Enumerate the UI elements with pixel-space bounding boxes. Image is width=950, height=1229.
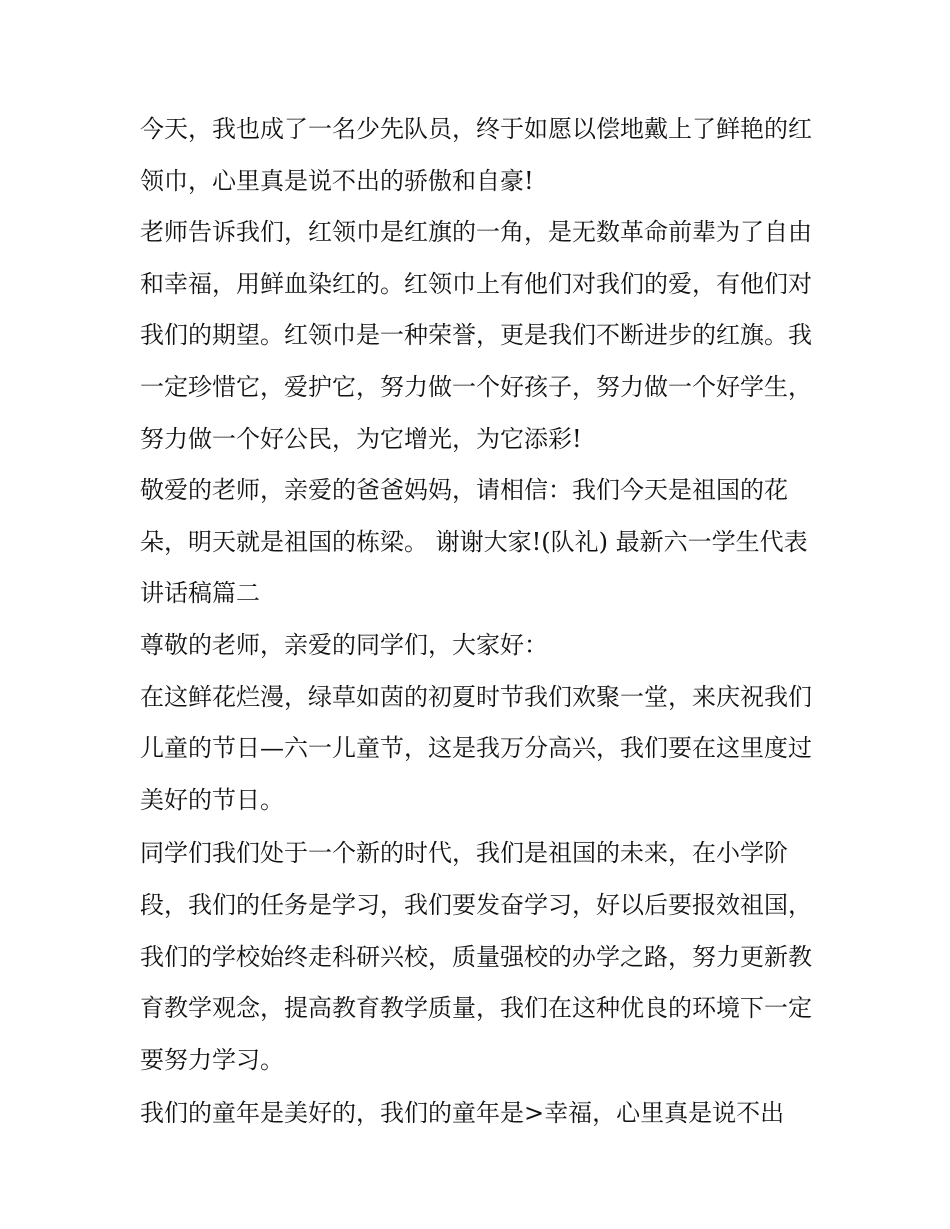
document-page xyxy=(140,104,812,1140)
paragraph-7: 我们的童年是美好的，我们的童年是>幸福，心里真是说不出 xyxy=(140,1099,785,1128)
paragraph-3: 敬爱的老师，亲爱的爸爸妈妈，请相信：我们今天是祖国的花朵，明天就是祖国的栋梁。 谢谢大家!(队礼) 最新六一学生代表讲话稿篇二 xyxy=(140,476,808,608)
paragraph-1: 今天，我也成了一名少先队员，终于如愿以偿地戴上了鲜艳的红领巾，心里真是说不出的骄傲和自豪! xyxy=(140,115,812,195)
paragraph-4: 尊敬的老师，亲爱的同学们，大家好： xyxy=(140,630,548,659)
paragraph-2: 老师告诉我们，红领巾是红旗的一角，是无数革命前辈为了自由和幸福，用鲜血染红的。红领巾上有他们对我们的爱，有他们对我们的期望。红领巾是一种荣誉，更是我们不断进步的红旗。我一定珍惜它，爱护它，努力做一个好孩子，努力做一个好学生，努力做一个好公民，为它增光，为它添彩! xyxy=(140,218,812,453)
paragraph-5: 在这鲜花烂漫，绿草如茵的初夏时节我们欢聚一堂，来庆祝我们儿童的节日—六一儿童节，这是我万分高兴，我们要在这里度过美好的节日。 xyxy=(140,682,812,814)
paragraph-6: 同学们我们处于一个新的时代，我们是祖国的未来，在小学阶段，我们的任务是学习，我们要发奋学习，好以后要报效祖国，我们的学校始终走科研兴校，质量强校的办学之路，努力更新教育教学观念，提高教育教学质量，我们在这种优良的环境下一定要努力学习。 xyxy=(140,839,812,1074)
